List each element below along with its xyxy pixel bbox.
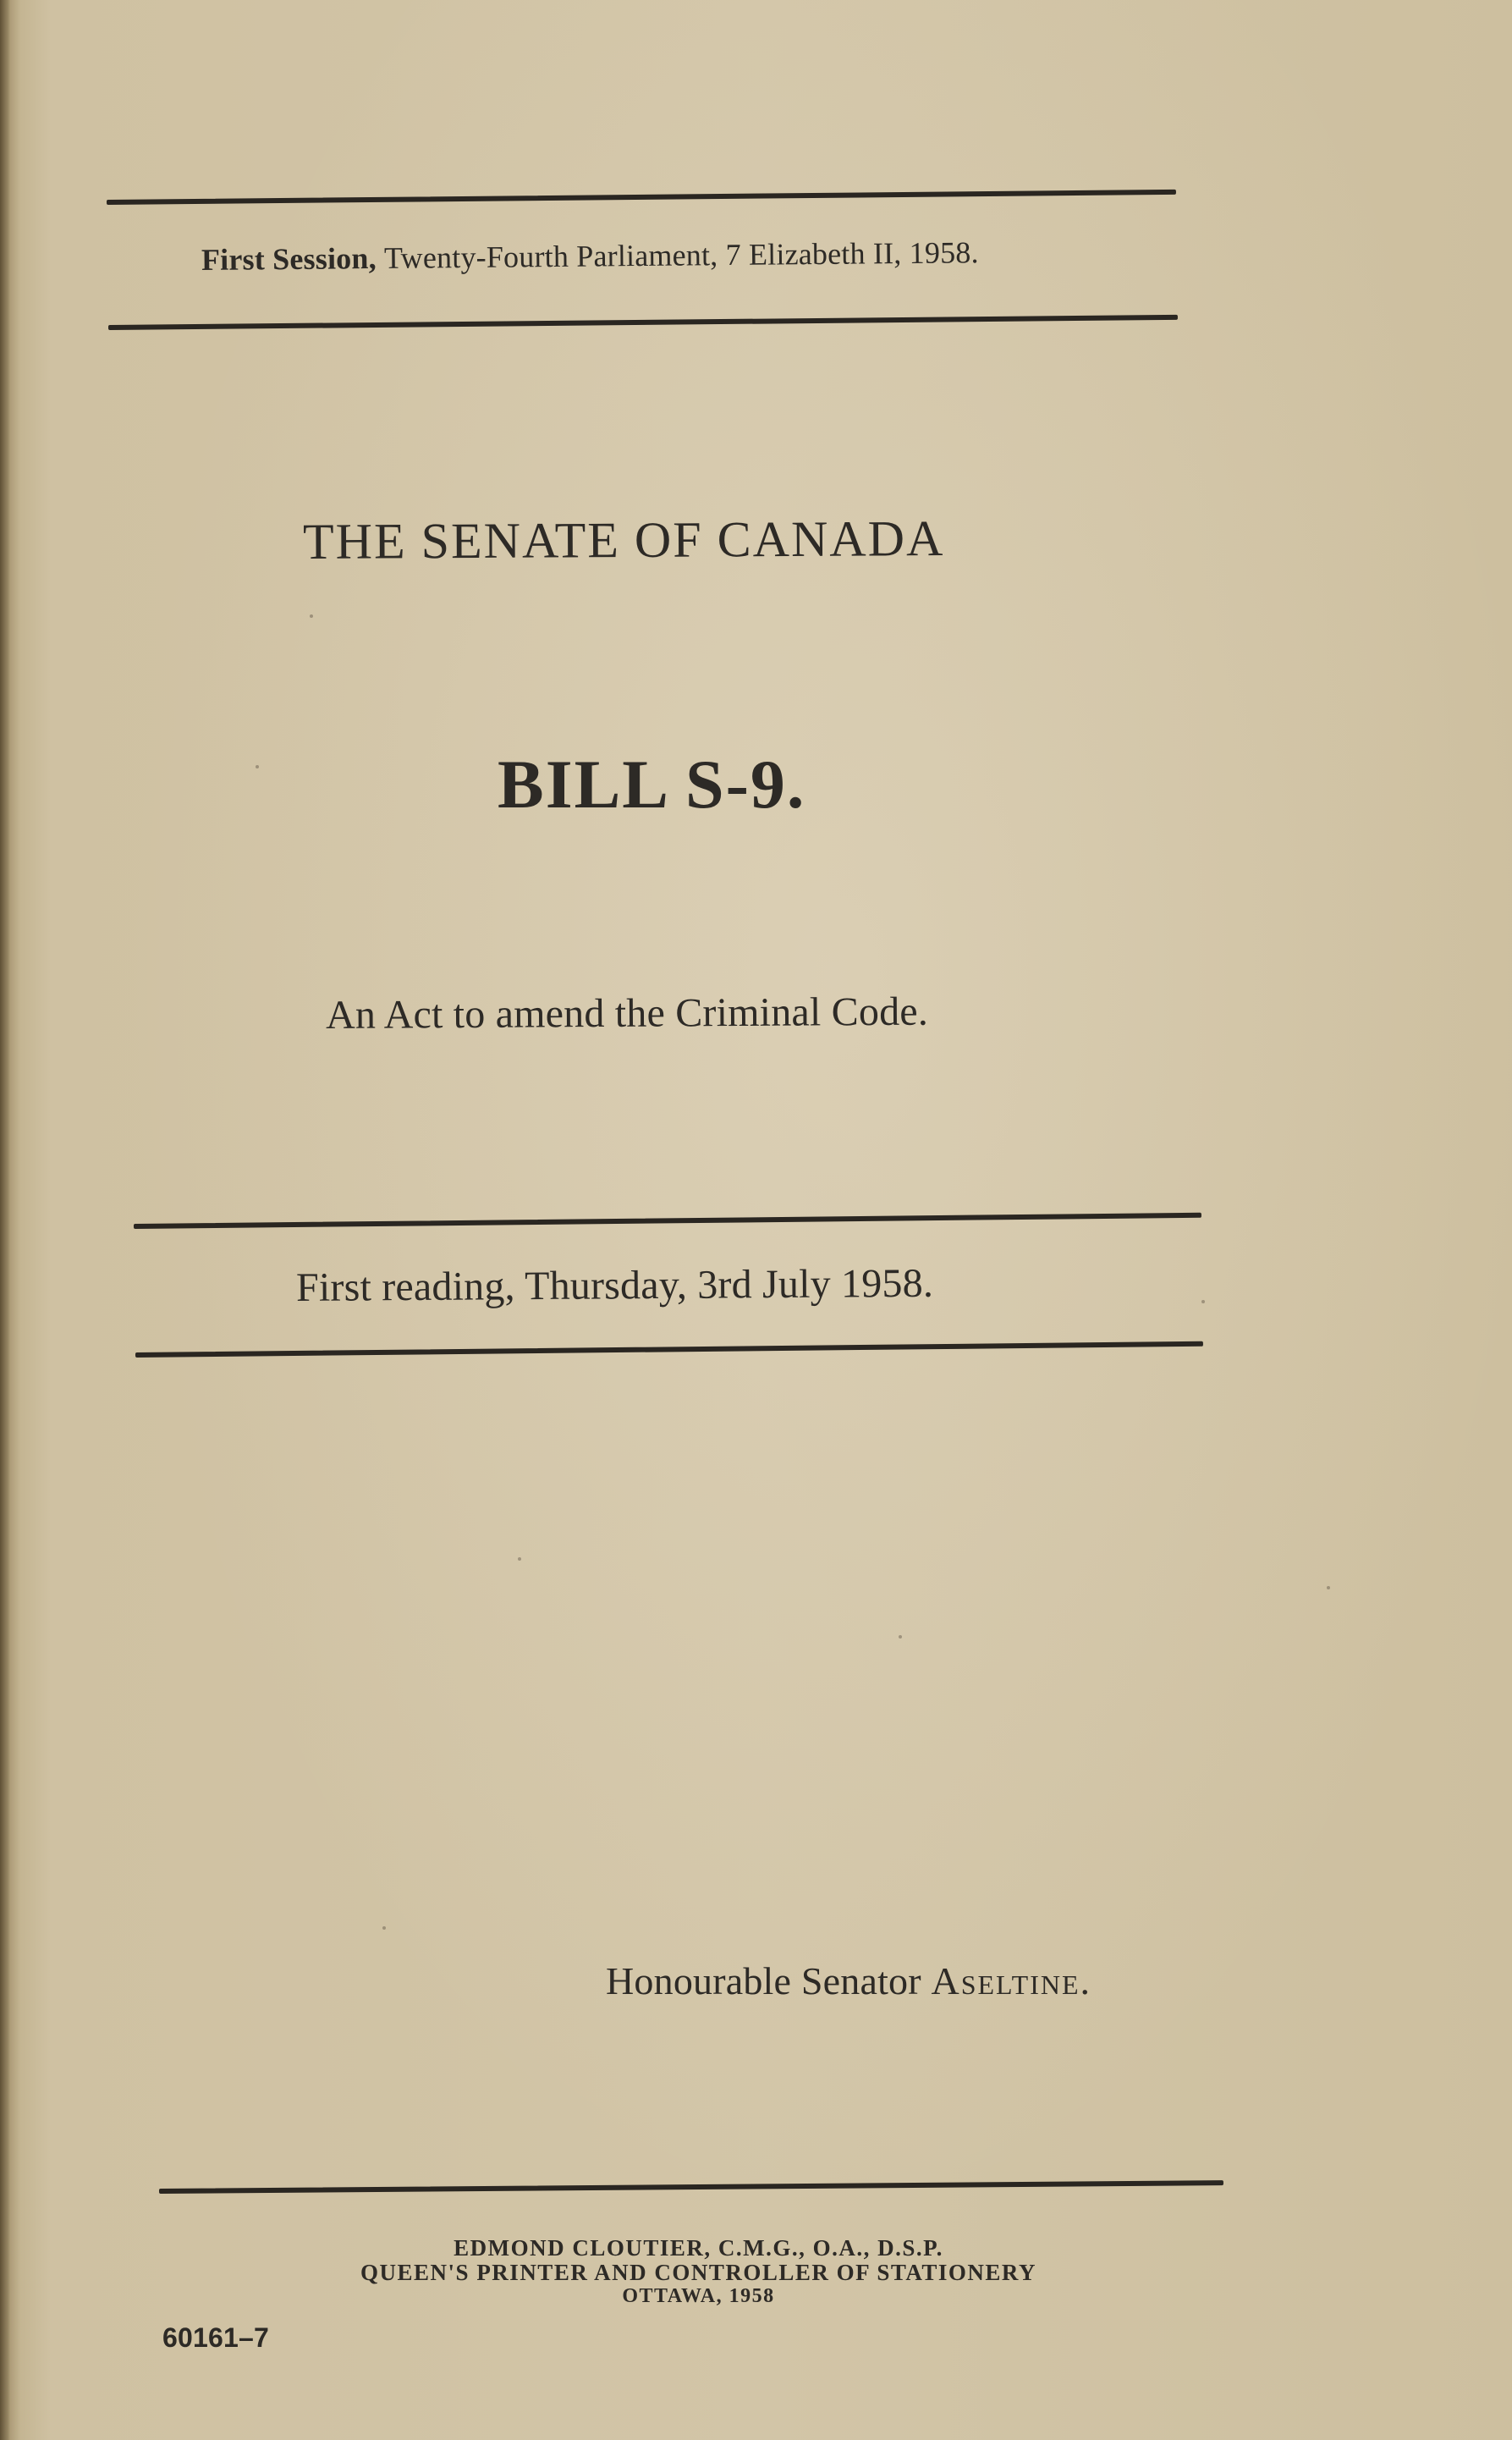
senate-title: THE SENATE OF CANADA: [302, 510, 945, 570]
paper-speck: [1327, 1586, 1330, 1589]
first-reading-line: First reading, Thursday, 3rd July 1958.: [295, 1260, 934, 1310]
senator-suffix: .: [1080, 1959, 1091, 2002]
binding-edge-shadow: [0, 0, 10, 2440]
paper-speck: [310, 614, 313, 618]
paper-speck: [382, 1926, 386, 1930]
session-line: [201, 234, 979, 278]
printer-title: QUEEN'S PRINTER AND CONTROLLER OF STATIONERY: [360, 2260, 1036, 2285]
middle-rule-upper: [134, 1213, 1201, 1229]
bill-subtitle: An Act to amend the Criminal Code.: [325, 989, 929, 1038]
paper-speck: [518, 1557, 521, 1561]
middle-rule-lower: [135, 1341, 1203, 1358]
top-rule-lower: [108, 315, 1178, 330]
bottom-rule: [159, 2180, 1223, 2194]
bill-number: BILL S-9.: [498, 746, 806, 823]
print-number: 60161–7: [162, 2322, 269, 2353]
senator-prefix: Honourable Senator: [606, 1959, 921, 2002]
printer-place: OTTAWA, 1958: [622, 2285, 775, 2307]
senator-line: [606, 1958, 1090, 2003]
senator-name: Aseltine: [931, 1959, 1080, 2002]
paper-speck: [1201, 1300, 1205, 1303]
paper-speck: [899, 1635, 902, 1639]
session-prefix: First Session,: [201, 241, 377, 277]
session-details: Twenty-Fourth Parliament, 7 Elizabeth II, 1958.: [383, 235, 979, 275]
top-rule-upper: [107, 190, 1176, 205]
printer-name: EDMOND CLOUTIER, C.M.G., O.A., D.S.P.: [454, 2235, 943, 2261]
paper-speck: [256, 765, 259, 768]
